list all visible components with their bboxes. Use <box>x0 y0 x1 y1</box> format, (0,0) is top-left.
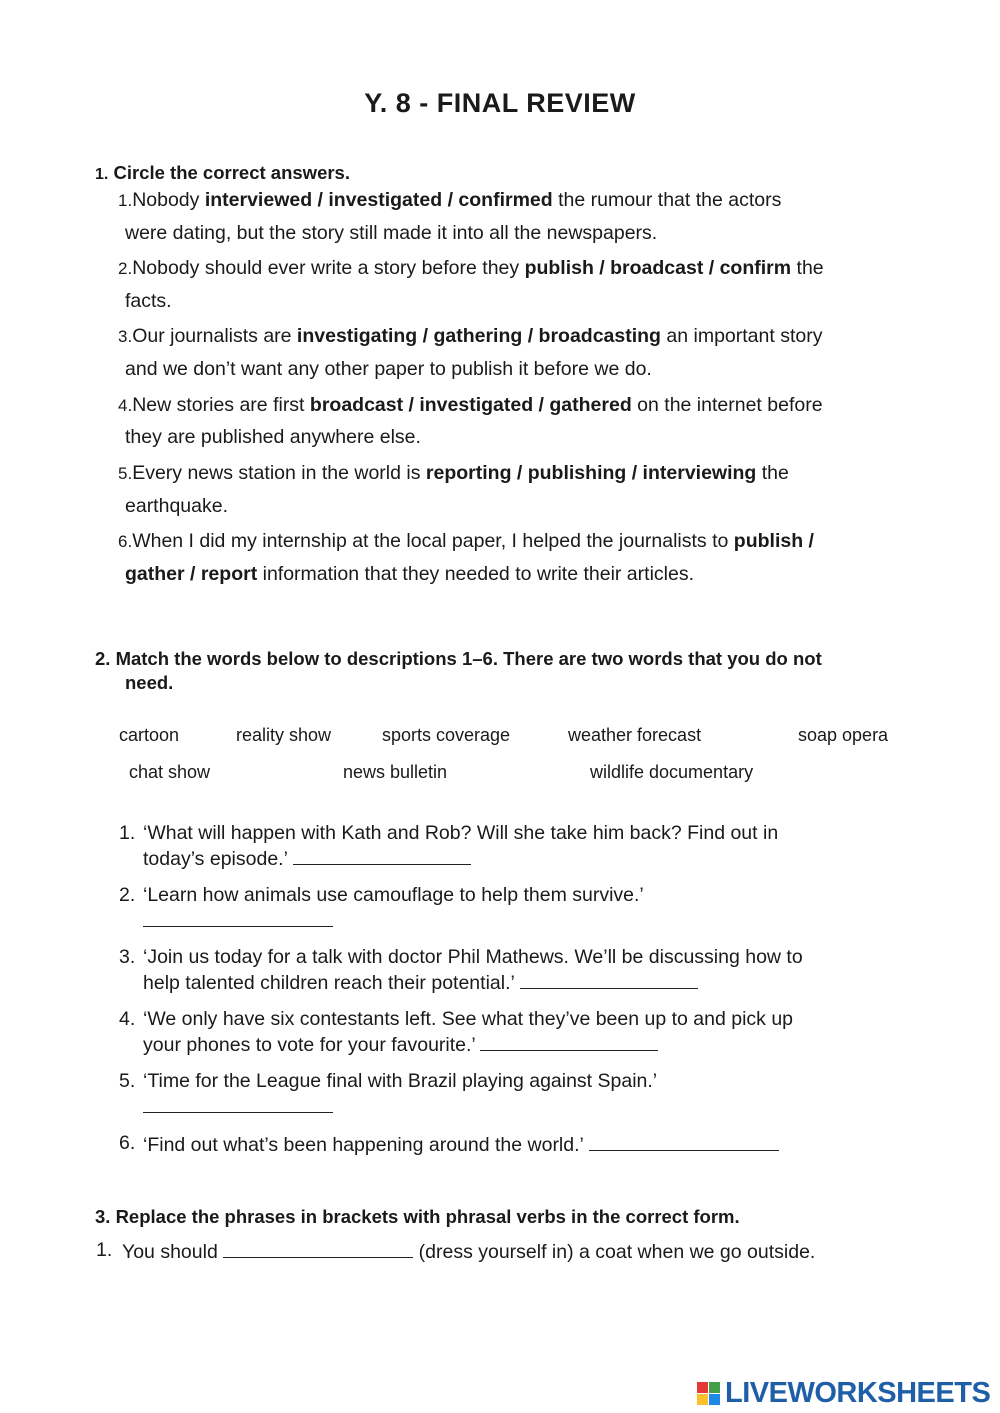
s2-item-3-line1: ‘Join us today for a talk with doctor Phil Mathews. We’ll be discussing how to <box>143 946 803 968</box>
liveworksheets-logo[interactable] <box>697 1378 990 1408</box>
answer-blank[interactable] <box>520 970 698 989</box>
s2-item-2-line2 <box>143 908 333 933</box>
s1-item-4-line2: they are published anywhere else. <box>125 426 421 448</box>
s1-item-3-line1: 3.Our journalists are investigating / gathering / broadcasting an important story <box>118 325 823 347</box>
s2-item-6-line1: ‘Find out what’s been happening around the world.’ <box>143 1132 779 1157</box>
answer-blank[interactable] <box>223 1239 413 1258</box>
s1-item-2-line2: facts. <box>125 290 172 312</box>
word-bank-item: wildlife documentary <box>590 762 754 782</box>
s1-item-5-line2: earthquake. <box>125 495 228 517</box>
s1-item-5-options[interactable]: reporting / publishing / interviewing <box>425 462 757 484</box>
s2-item-2-line1: ‘Learn how animals use camouflage to help them survive.’ <box>143 884 644 906</box>
section1-heading <box>95 162 350 184</box>
s1-item-3-line2: and we don’t want any other paper to publish it before we do. <box>125 358 652 380</box>
s2-item-5-line2 <box>143 1094 333 1119</box>
word-bank-item: cartoon <box>119 725 180 745</box>
s1-item-6-options[interactable]: publish / <box>733 530 814 552</box>
s2-item-4-line1: ‘We only have six contestants left. See what they’ve been up to and pick up <box>143 1008 794 1030</box>
section2-heading-line1: 2. Match the words below to descriptions 1–6. There are two words that you do not <box>95 648 822 669</box>
word-bank-item: news bulletin <box>343 762 448 782</box>
s1-item-6-line1: 6.When I did my internship at the local paper, I helped the journalists to publish / <box>118 530 814 552</box>
answer-blank[interactable] <box>589 1132 779 1151</box>
answer-blank[interactable] <box>143 908 333 927</box>
s1-item-5-line1: 5.Every news station in the world is reporting / publishing / interviewing the <box>118 462 789 484</box>
s2-item-2-number: 2. <box>119 884 136 906</box>
word-bank-item: weather forecast <box>568 725 702 745</box>
s1-item-1-line2: were dating, but the story still made it into all the newspapers. <box>125 222 658 244</box>
logo-mark-icon <box>697 1380 723 1406</box>
answer-blank[interactable] <box>143 1094 333 1113</box>
section3-heading: 3. Replace the phrases in brackets with phrasal verbs in the correct form. <box>95 1206 740 1227</box>
word-bank-item: soap opera <box>798 725 889 745</box>
s2-item-4-number: 4. <box>119 1008 136 1030</box>
s2-item-5-line1: ‘Time for the League final with Brazil playing against Spain.’ <box>143 1070 658 1092</box>
s1-item-2-line1: 2.Nobody should ever write a story before they publish / broadcast / confirm the <box>118 257 824 279</box>
s2-item-1-number: 1. <box>119 822 136 844</box>
s1-item-4-options[interactable]: broadcast / investigated / gathered <box>309 394 632 416</box>
s1-item-6-options-cont[interactable]: gather / report <box>125 563 258 585</box>
section2-heading-line2: need. <box>125 672 174 693</box>
word-bank-item: sports coverage <box>382 725 511 745</box>
section1-heading-number: 1. <box>95 166 109 183</box>
s3-item-1-number: 1. <box>96 1239 113 1261</box>
answer-blank[interactable] <box>480 1032 658 1051</box>
s2-item-1-line1: ‘What will happen with Kath and Rob? Will she take him back? Find out in <box>143 822 779 844</box>
s2-item-3-number: 3. <box>119 946 136 968</box>
s2-item-4-line2: your phones to vote for your favourite.’ <box>143 1032 658 1057</box>
s1-item-6-line2: gather / report information that they needed to write their articles. <box>125 563 694 585</box>
page-title: Y. 8 - FINAL REVIEW <box>364 88 636 118</box>
word-bank-item: chat show <box>129 762 211 782</box>
logo-text: LIVEWORKSHEETS <box>725 1376 991 1409</box>
s1-item-4-line1: 4.New stories are first broadcast / investigated / gathered on the internet before <box>118 394 823 416</box>
s1-item-2-options[interactable]: publish / broadcast / confirm <box>524 257 792 279</box>
s1-item-1-line1: 1.Nobody interviewed / investigated / confirmed the rumour that the actors <box>118 189 782 211</box>
section1-heading-text: Circle the correct answers. <box>113 162 350 183</box>
answer-blank[interactable] <box>293 846 471 865</box>
s2-item-6-number: 6. <box>119 1132 136 1154</box>
word-bank-item: reality show <box>236 725 332 745</box>
s1-item-1-options[interactable]: interviewed / investigated / confirmed <box>204 189 553 211</box>
s3-item-1-line: You should (dress yourself in) a coat when we go outside. <box>122 1241 816 1263</box>
s1-item-3-options[interactable]: investigating / gathering / broadcasting <box>296 325 661 347</box>
s2-item-1-line2: today’s episode.’ <box>143 846 471 871</box>
s2-item-5-number: 5. <box>119 1070 136 1092</box>
s2-item-3-line2: help talented children reach their potential.’ <box>143 970 698 995</box>
